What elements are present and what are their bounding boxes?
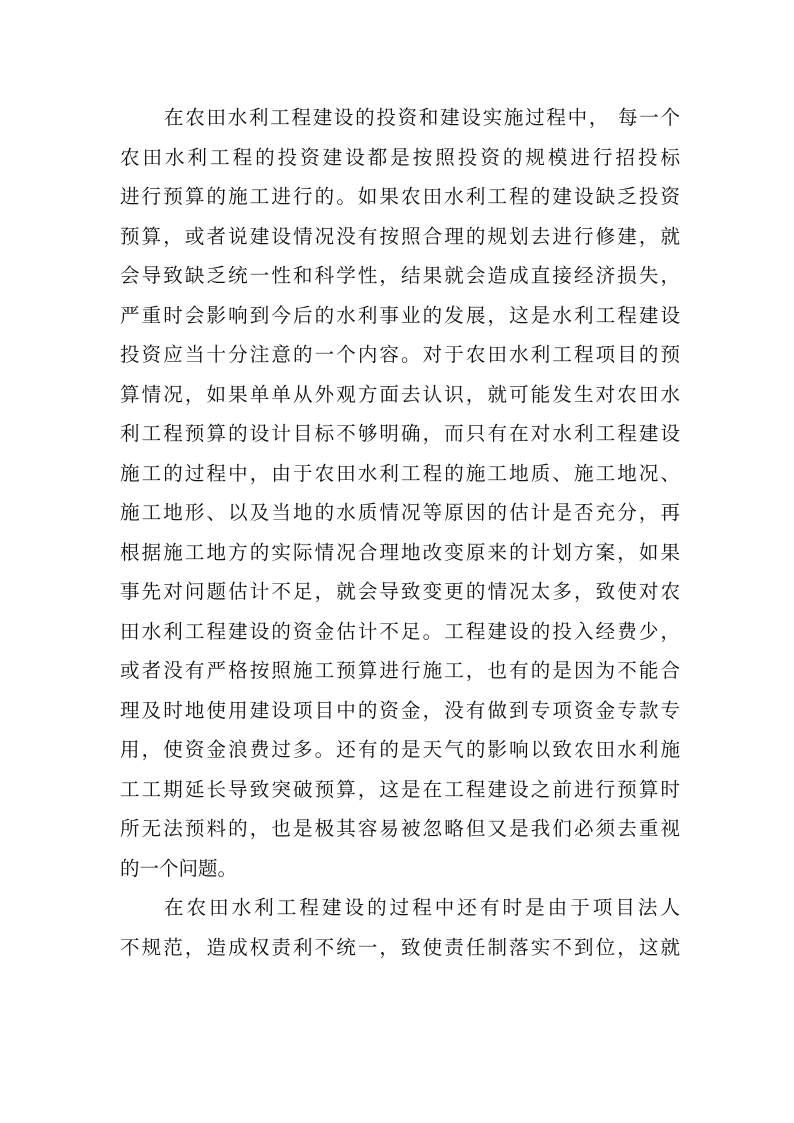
text-line: 不规范，造成权责利不统一，致使责任制落实不到位，这就 (120, 935, 680, 959)
text-line: 理及时地使用建设项目中的资金，没有做到专项资金专款专 (120, 698, 680, 722)
text-line: 农田水利工程的投资建设都是按照投资的规模进行招投标 (120, 145, 680, 169)
text-line: 严重时会影响到今后的水利事业的发展，这是水利工程建设 (120, 303, 680, 327)
paragraph-1 (120, 98, 680, 888)
text-line: 工工期延长导致突破预算，这是在工程建设之前进行预算时 (120, 777, 680, 801)
text-line: 算情况，如果单单从外观方面去认识，就可能发生对农田水 (120, 382, 680, 406)
text-line: 根据施工地方的实际情况合理地改变原来的计划方案，如果 (120, 540, 680, 564)
text-line: 进行预算的施工进行的。如果农田水利工程的建设缺乏投资 (120, 185, 680, 208)
text-line: 或者没有严格按照施工预算进行施工，也有的是因为不能合 (120, 659, 680, 682)
text-line: 用，使资金浪费过多。还有的是天气的影响以致农田水利施 (120, 738, 680, 761)
text-line: 施工地形、以及当地的水质情况等原因的估计是否充分，再 (120, 501, 680, 524)
paragraph-2 (120, 888, 680, 967)
text-line: 所无法预料的，也是极其容易被忽略但又是我们必须去重视 (120, 817, 680, 840)
text-line: 事先对问题估计不足，就会导致变更的情况太多，致使对农 (120, 580, 680, 603)
document-body (120, 98, 680, 967)
text-line: 投资应当十分注意的一个内容。对于农田水利工程项目的预 (120, 343, 680, 366)
text-line: 在农田水利工程建设的过程中还有时是由于项目法人 (164, 896, 680, 919)
text-line: 田水利工程建设的资金估计不足。工程建设的投入经费少， (120, 619, 680, 643)
text-line: 在农田水利工程建设的投资和建设实施过程中， 每一个 (164, 106, 680, 129)
text-line: 会导致缺乏统一性和科学性，结果就会造成直接经济损失， (120, 264, 680, 287)
text-line: 施工的过程中，由于农田水利工程的施工地质、施工地况、 (120, 461, 680, 485)
text-line: 的一个问题。 (120, 856, 238, 880)
text-line: 利工程预算的设计目标不够明确，而只有在对水利工程建设 (120, 422, 680, 445)
text-line: 预算，或者说建设情况没有按照合理的规划去进行修建，就 (120, 224, 680, 248)
